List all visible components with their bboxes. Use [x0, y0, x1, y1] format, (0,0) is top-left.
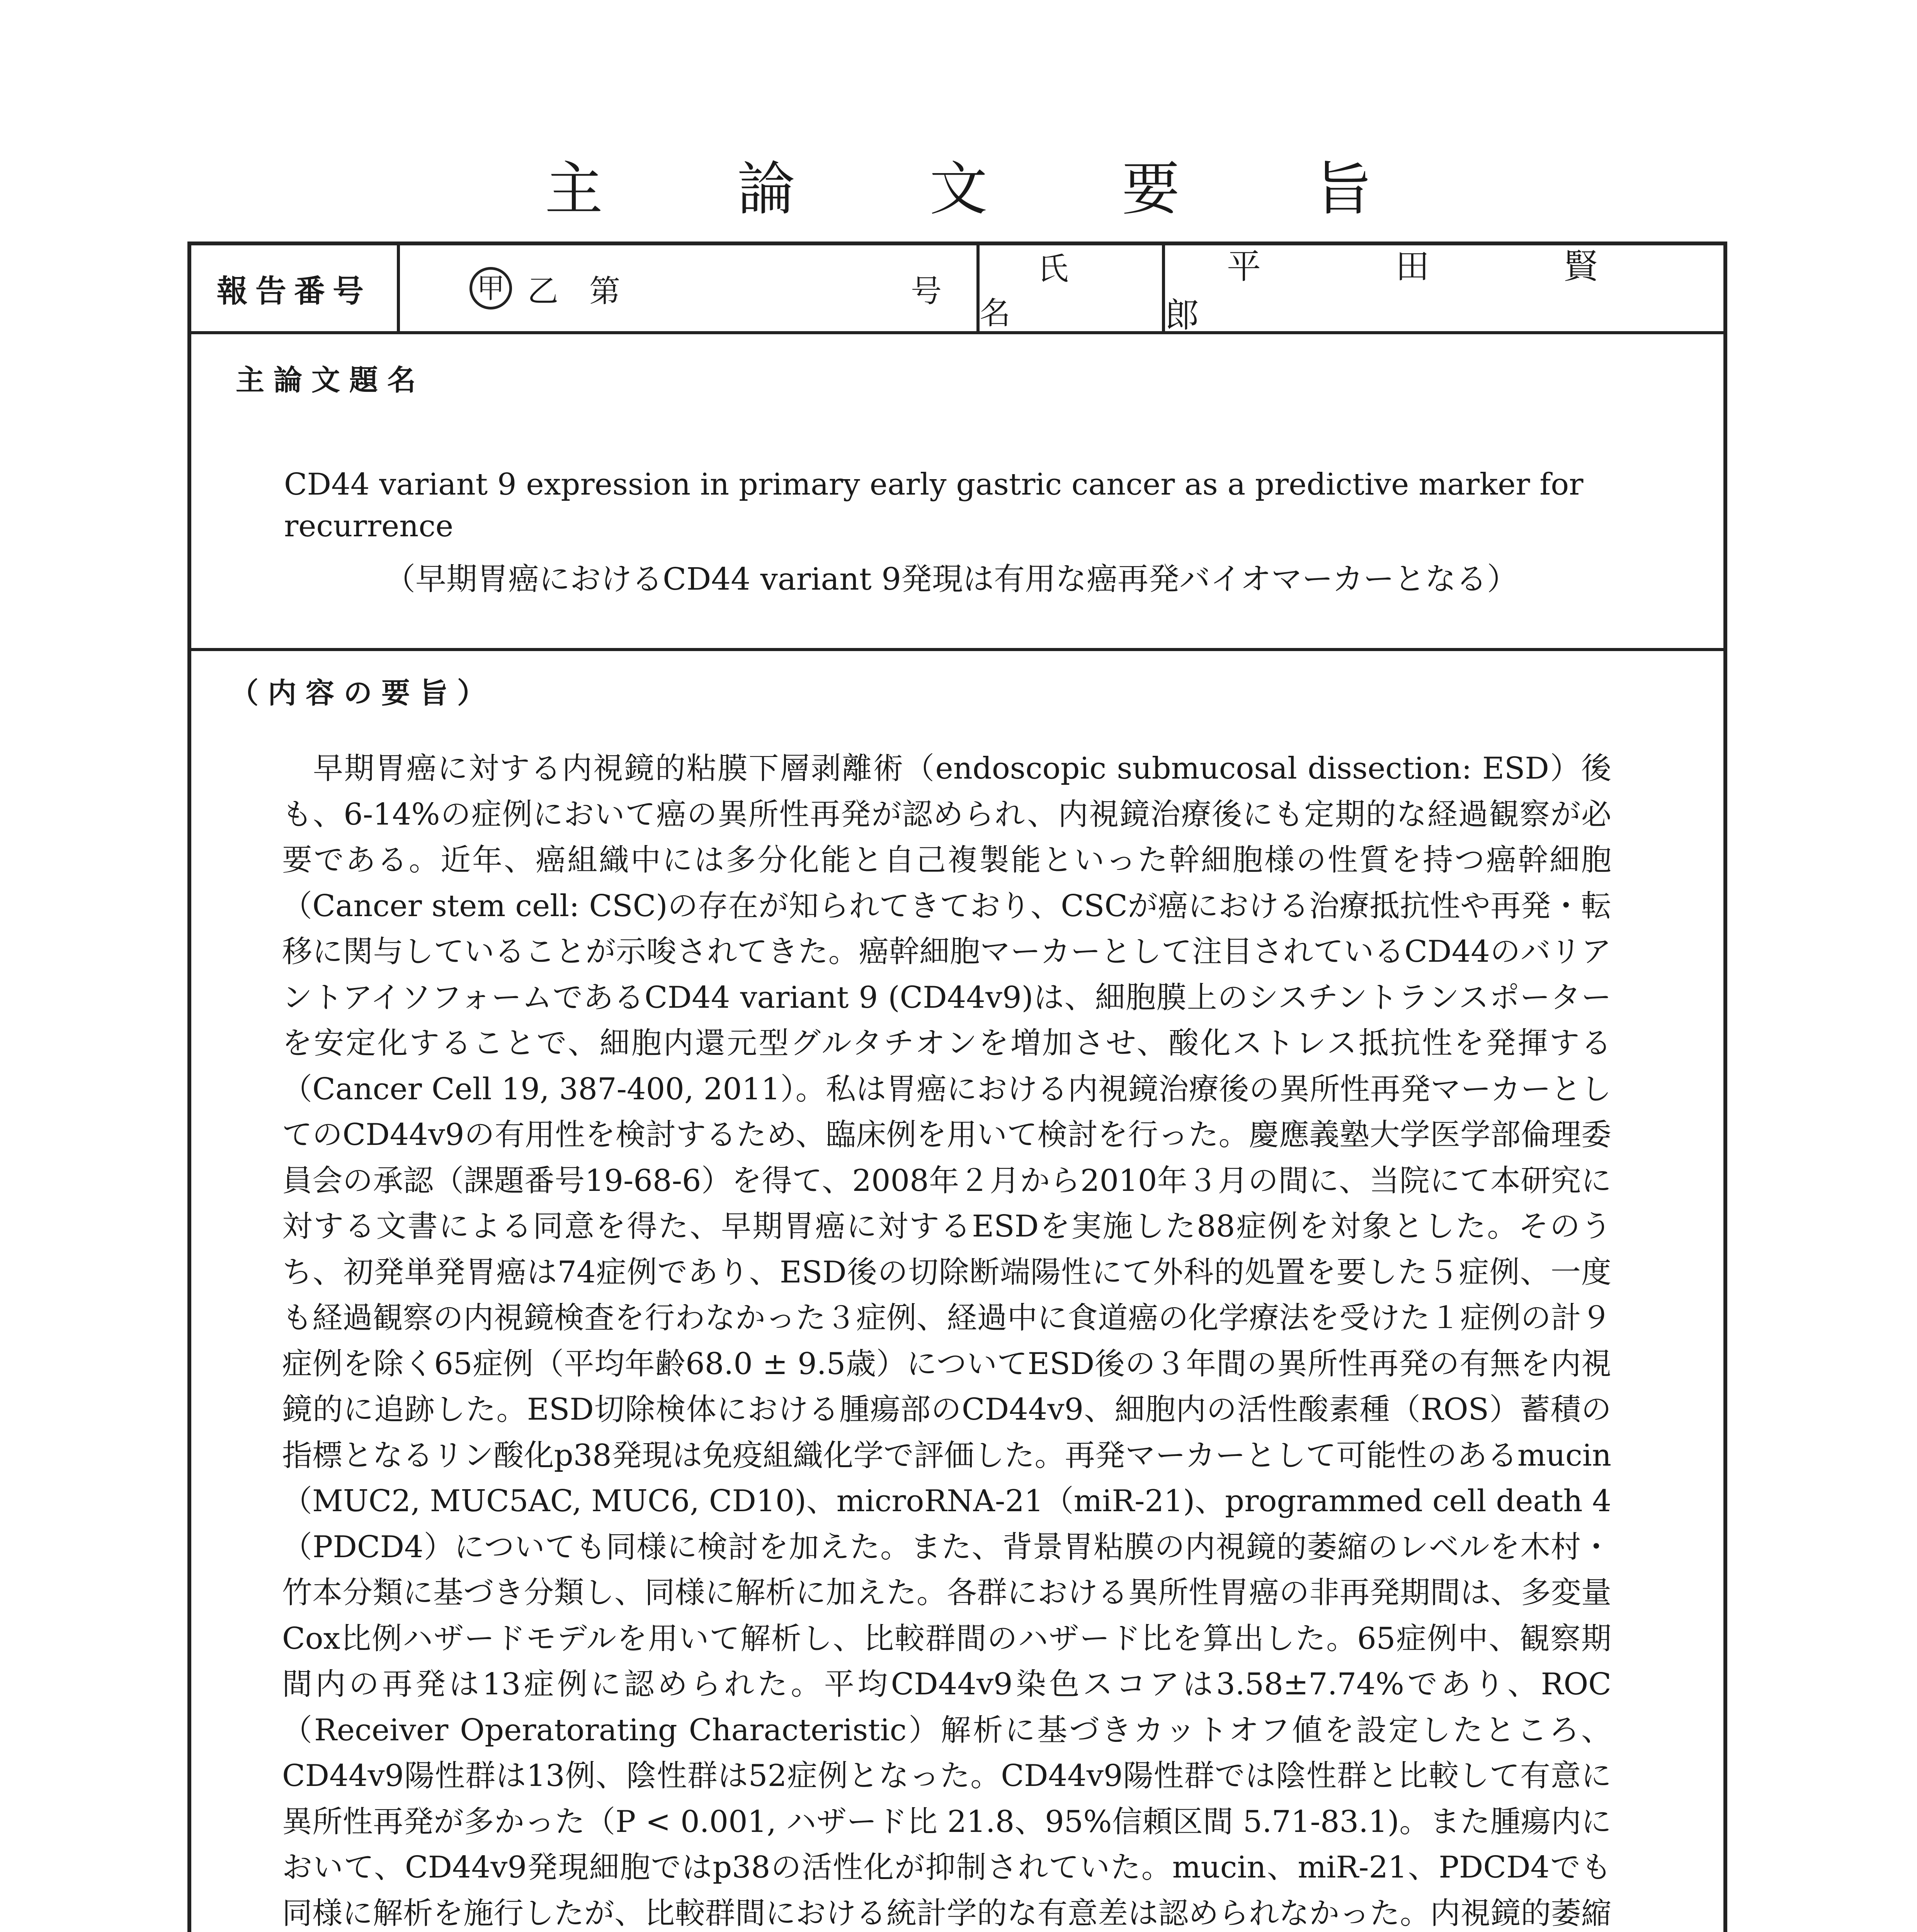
dai-text: 第: [589, 273, 620, 309]
thesis-title-english: CD44 variant 9 expression in primary early gastric cancer as a predictive marker for recurrence: [284, 467, 1584, 544]
go-suffix: 号: [911, 273, 942, 309]
document-title: 主 論 文 要 旨: [545, 156, 1430, 223]
report-number-field: [400, 245, 980, 331]
summary-label: （内容の要旨）: [230, 677, 495, 710]
name-label: 氏 名: [980, 245, 1165, 331]
header-row: [191, 245, 1723, 334]
author-name: 平 田 賢 郎: [1165, 247, 1660, 335]
report-number-label: 報告番号: [191, 245, 400, 331]
summary-body: 早期胃癌に対する内視鏡的粘膜下層剥離術（endoscopic submucosal dissection: ESD）後も、6-14%の症例において癌の異所性再発が認められ、内視鏡治療後にも定期的な経過観察が必要である。近年、癌組織中には多分化能と自己複製能といった幹細胞様の性質を持つ癌幹細胞（Cancer stem cell: CSC)の存在が知られてきており、CSCが癌における治療抵抗性や再発・転移に関与していることが示唆されてきた。癌幹細胞マーカーとして注目されているCD44のバリアントアイソフォームであるCD44 variant 9 (CD44v9)は、細胞膜上のシスチントランスポーターを安定化することで、細胞内還元型グルタチオンを増加させ、酸化ストレス抵抗性を発揮する（Cancer Cell 19, 387-400, 2011）。私は胃癌における内視鏡治療後の異所性再発マーカーとしてのCD44v9の有用性を検討するため、臨床例を用いて検討を行った。慶應義塾大学医学部倫理委員会の承認（課題番号19-68-6）を得て、2008年２月から2010年３月の間に、当院にて本研究に対する文書による同意を得た、早期胃癌に対するESDを実施した88症例を対象とした。そのうち、初発単発胃癌は74症例であり、ESD後の切除断端陽性にて外科的処置を要した５症例、一度も経過観察の内視鏡検査を行わなかった３症例、経過中に食道癌の化学療法を受けた１症例の計９症例を除く65症例（平均年齢68.0 ± 9.5歳）についてESD後の３年間の異所性再発の有無を内視鏡的に追跡した。ESD切除検体における腫瘍部のCD44v9、細胞内の活性酸素種（ROS）蓄積の指標となるリン酸化p38発現は免疫組織化学で評価した。再発マーカーとして可能性のあるmucin（MUC2, MUC5AC, MUC6, CD10)、microRNA-21（miR-21)、programmed cell death 4（PDCD4）についても同様に検討を加えた。また、背景胃粘膜の内視鏡的萎縮のレベルを木村・竹本分類に基づき分類し、同様に解析に加えた。各群における異所性胃癌の非再発期間は、多変量Cox比例ハザードモデルを用いて解析し、比較群間のハザード比を算出した。65症例中、観察期間内の再発は13症例に認められた。平均CD44v9染色スコアは3.58±7.74%であり、ROC（Receiver Operatorating Characteristic）解析に基づきカットオフ値を設定したところ、CD44v9陽性群は13例、陰性群は52症例となった。CD44v9陽性群では陰性群と比較して有意に異所性再発が多かった（P < 0.001, ハザード比 21.8、95%信頼区間 5.71-83.1)。また腫瘍内において、CD44v9発現細胞ではp38の活性化が抑制されていた。mucin、miR-21、PDCD4でも同様に解析を施行したが、比較群間における統計学的な有意差は認められなかった。内視鏡的萎縮: [282, 751, 1612, 1931]
thesis-title-label: 主論文題名: [236, 364, 425, 397]
thesis-title-row: [191, 334, 1723, 651]
form-frame: [187, 242, 1727, 1932]
thesis-title-japanese: （早期胃癌におけるCD44 variant 9発現は有用な癌再発バイオマーカーとなる）: [384, 561, 1518, 597]
ko-circled-mark: 甲: [469, 267, 512, 310]
otsu-text: 乙: [527, 273, 558, 309]
